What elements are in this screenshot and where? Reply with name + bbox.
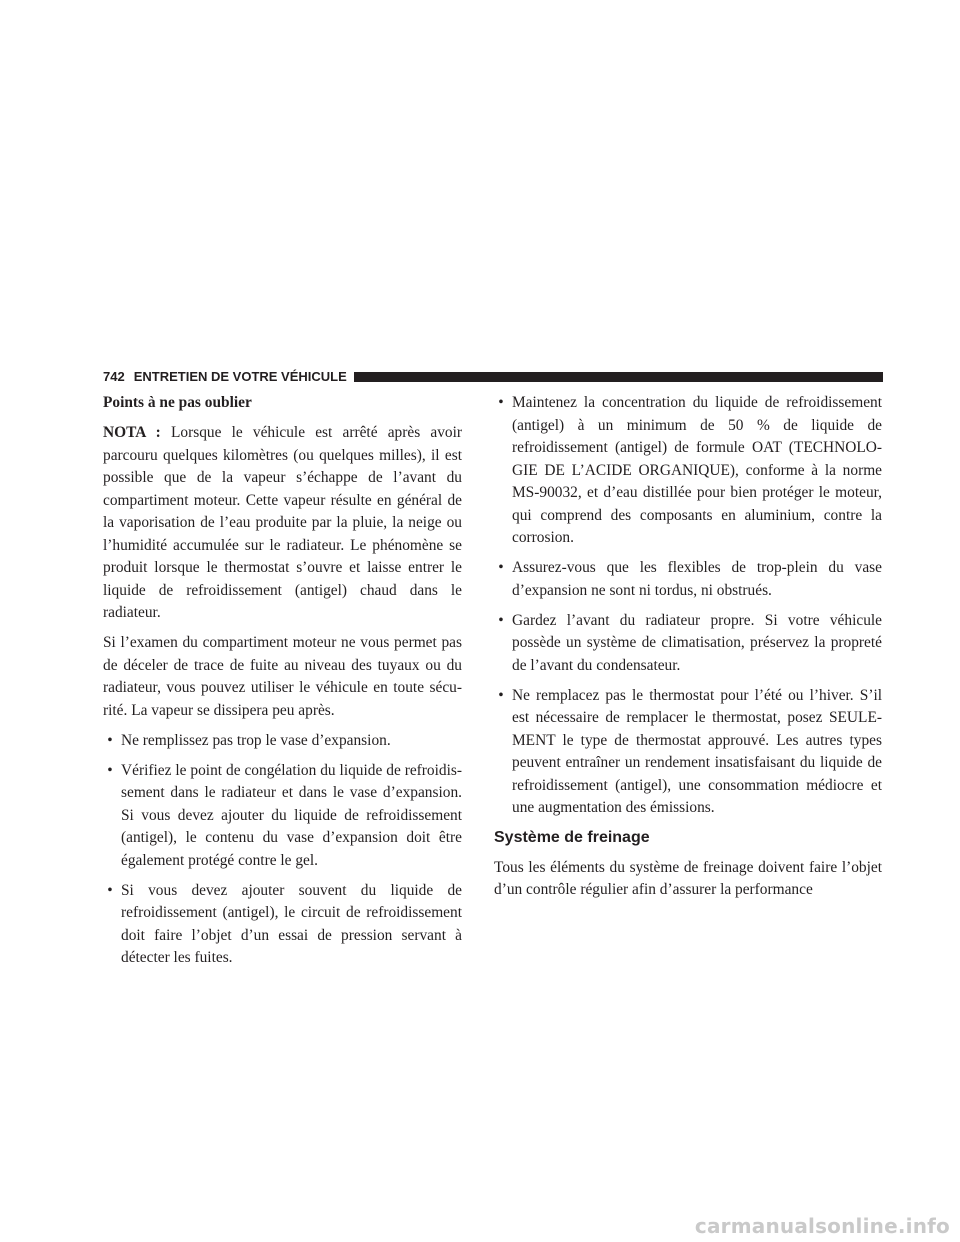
list-item: • Maintenez la concentration du liquide de refroidissement (antigel) à un minimum de 50 % de liquide de refroidissement (antigel) de formule OAT (TECHNOLOGIE DE L’ACIDE ORGANIQUE), conforme à la norme MS-90032, et d’eau distillée pour bien protéger le moteur, qui comprend des composants en aluminium, contre la corrosion. — [494, 392, 882, 550]
paragraph-steam: Si l’examen du compartiment moteur ne vous permet pas de déceler de trace de fuite au niveau des tuyaux ou du radiateur, vous pouvez utiliser le véhicule en toute sécurité. La vapeur se dissipera peu après. — [103, 634, 462, 719]
page-header — [103, 369, 883, 385]
nota-label: NOTA : — [103, 424, 161, 441]
bullet-icon: • — [498, 559, 504, 576]
bullet-icon: • — [498, 394, 504, 411]
list-item: • Ne remplacez pas le thermostat pour l’été ou l’hiver. S’il est nécessaire de remplacer le thermostat, posez SEULEMENT le type de thermostat approuvé. Les autres types peuvent entraîner un rendement insatisfaisant du liquide de refroidissement (antigel), une consommation médiocre et une augmentation des émissions. — [494, 685, 882, 820]
header-rule — [354, 372, 883, 382]
nota-paragraph — [103, 422, 462, 625]
subheading-points: Points à ne pas oublier — [103, 394, 252, 411]
list-item: • Vérifiez le point de congélation du liquide de refroidissement dans le radiateur et dans le vase d’expansion. Si vous devez ajouter du liquide de refroidissement (antigel), le contenu du vase d’expansion doit être également protégé contre le gel. — [103, 760, 462, 873]
page-number: 742 — [103, 369, 125, 384]
bullet-icon: • — [107, 881, 113, 899]
list-item: • Ne remplissez pas trop le vase d’expansion. — [103, 730, 462, 753]
bullet-icon: • — [107, 731, 113, 749]
list-item: • Assurez-vous que les flexibles de trop-plein du vase d’expansion ne sont ni tordus, ni obstrués. — [494, 557, 882, 602]
section-title: ENTRETIEN DE VOTRE VÉHICULE — [133, 369, 347, 384]
left-bullet-list — [103, 730, 462, 970]
right-column — [494, 392, 882, 909]
nota-text: Lorsque le véhicule est arrêté après avoir parcouru quelques kilomètres (ou quelques milles), il est possible que de la vapeur s’échappe de l’avant du compartiment moteur. Cette vapeur résulte en général de la vaporisation de l’eau produite par la pluie, la neige ou l’humidité accumulée sur le radiateur. Le phénomène se produit lorsque le thermostat s’ouvre et laisse entrer le liquide de refroidissement (antigel) chaud dans le radiateur. — [103, 424, 462, 621]
paragraph-braking: Tous les éléments du système de freinage doivent faire l’objet d’un contrôle régulier afin d’assurer la performance — [494, 858, 882, 898]
right-bullet-list — [494, 392, 882, 820]
heading-braking-system: Système de freinage — [494, 829, 650, 846]
bullet-icon: • — [498, 686, 504, 704]
watermark-text: carmanualsonline.info — [694, 1214, 950, 1238]
list-item: • Gardez l’avant du radiateur propre. Si votre véhicule possède un système de climatisation, préservez la propreté de l’avant du condensateur. — [494, 610, 882, 678]
left-column — [103, 392, 462, 977]
list-item: • Si vous devez ajouter souvent du liquide de refroidissement (antigel), le circuit de refroidissement doit faire l’objet d’un essai de pression servant à détecter les fuites. — [103, 880, 462, 970]
bullet-icon: • — [107, 761, 113, 779]
bullet-icon: • — [498, 611, 504, 629]
